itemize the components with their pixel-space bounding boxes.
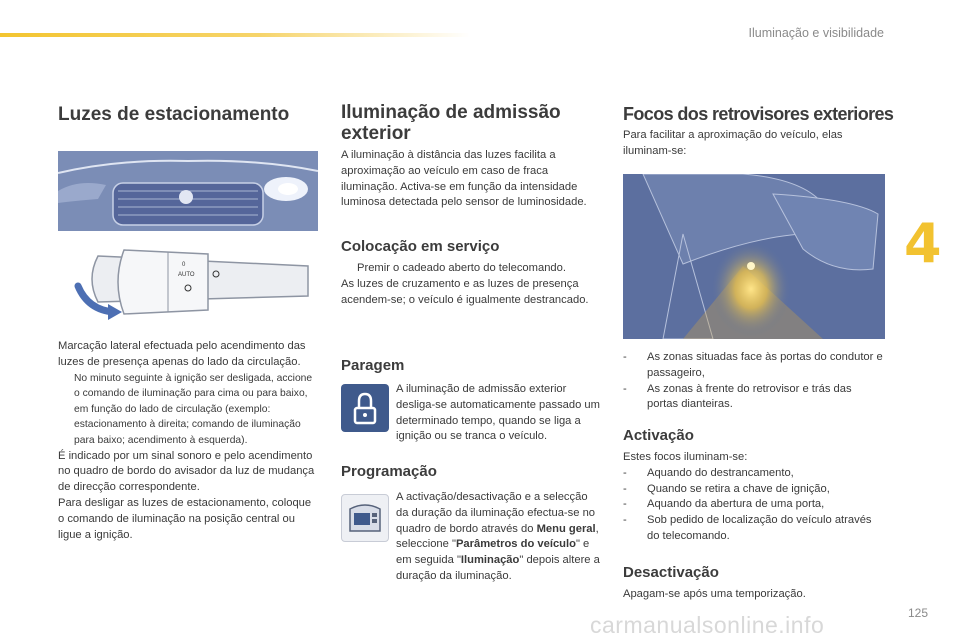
- dash-marker: -: [623, 482, 627, 495]
- list-item: [623, 497, 885, 513]
- stalk-label-off: 0: [182, 262, 186, 268]
- list-item: [623, 350, 885, 382]
- bullet-text: Premir o cadeado aberto do telecomando.: [357, 262, 566, 274]
- car-front-illustration: [58, 151, 318, 231]
- col1-body: [58, 339, 316, 543]
- dash-marker: -: [623, 382, 627, 395]
- bullet-item: [58, 371, 316, 449]
- heading-welcome-lighting: Iluminação de admissão exterior: [341, 102, 561, 144]
- mirror-light-illustration: [623, 174, 885, 339]
- dash-marker: -: [623, 514, 627, 527]
- list-item: [623, 513, 885, 545]
- paragraph: Apagam-se após uma temporização.: [623, 588, 806, 600]
- heading-stop: Paragem: [341, 357, 405, 374]
- list-item-text: Sob pedido de localização do veículo através do telecomando.: [647, 514, 872, 542]
- dashboard-icon: [341, 494, 389, 542]
- col3-zones: [623, 350, 885, 413]
- lighting-stalk-image: [58, 236, 318, 322]
- chapter-number: 4: [904, 212, 942, 275]
- list-item-text: As zonas à frente do retrovisor e trás das portas dianteiras.: [647, 382, 852, 411]
- lock-icon-svg: [341, 384, 389, 432]
- text-run: , seleccione ": [396, 522, 599, 551]
- lock-icon: [341, 384, 389, 432]
- dashboard-icon-svg: [342, 495, 388, 541]
- col2-service: [341, 261, 603, 308]
- col2-stop: [396, 382, 603, 445]
- bullet-marker: [341, 261, 357, 277]
- bullet-marker: [58, 371, 74, 449]
- bullet-item: [341, 261, 603, 277]
- lighting-stalk-illustration: [58, 236, 318, 322]
- bullet-text: No minuto seguinte à ignição ser desligada, accione o comando de iluminação para cima ou para baixo, em função do lado de circulação (exemplo: estacionamento à direita; comando de iluminação para baixo; acendimento à esquerda).: [74, 372, 313, 446]
- text-run: A activação/desactivação e a selecção da duração da iluminação efectua-se no quadro de bordo através do: [396, 491, 596, 535]
- list-item: [623, 466, 885, 482]
- list-item-text: Quando se retira a chave de ignição,: [647, 482, 830, 495]
- heading-mirror-lights: Focos dos retrovisores exteriores: [623, 104, 894, 124]
- col2-intro: [341, 148, 603, 211]
- car-front-image: [58, 151, 318, 231]
- list-item-text: As zonas situadas face às portas do condutor e passageiro,: [647, 351, 883, 379]
- heading-activation-service: Colocação em serviço: [341, 238, 500, 255]
- paragraph: A iluminação de admissão exterior desliga-se automaticamente passado um determinado tempo, quando se liga a ignição ou se tranca o veículo.: [396, 383, 600, 443]
- heading-programming: Programação: [341, 463, 437, 480]
- lighting-label: Iluminação: [460, 554, 520, 567]
- heading-deactivation: Desactivação: [623, 564, 719, 581]
- watermark: carmanualsonline.info: [590, 612, 825, 638]
- text-run: " depois altere a duração da iluminação.: [396, 554, 600, 582]
- col3-intro: [623, 128, 885, 160]
- list-item: [623, 482, 885, 498]
- heading-activation: Activação: [623, 427, 694, 444]
- stalk-label-auto: AUTO: [178, 272, 195, 278]
- mirror-light-image: [623, 174, 885, 339]
- list-item-text: Aquando da abertura de uma porta,: [647, 498, 825, 511]
- paragraph: [396, 490, 603, 585]
- col2-programming: [396, 490, 603, 585]
- vehicle-params-label: Parâmetros do veículo: [455, 538, 576, 551]
- paragraph: É indicado por um sinal sonoro e pelo acendimento no quadro de bordo do avisador da luz de mudança de direcção correspondente.: [58, 449, 315, 494]
- menu-general-label: Menu geral: [536, 522, 596, 535]
- dash-marker: -: [623, 498, 627, 511]
- paragraph: As luzes de cruzamento e as luzes de presença acendem-se; o veículo é igualmente destrancado.: [341, 277, 589, 306]
- dash-marker: -: [623, 466, 627, 479]
- header-accent-bar: [0, 33, 470, 37]
- list-item: [623, 382, 885, 414]
- paragraph: Para desligar as luzes de estacionamento, coloque o comando de iluminação na posição central ou ligue a ignição.: [58, 496, 312, 541]
- col3-activation: [623, 450, 885, 545]
- dash-marker: -: [623, 351, 627, 363]
- text-run: " e em seguida ": [396, 538, 590, 567]
- heading-parking-lights: Luzes de estacionamento: [58, 104, 290, 125]
- paragraph: Estes focos iluminam-se:: [623, 451, 748, 463]
- paragraph: A iluminação à distância das luzes facilita a aproximação ao veículo em caso de fraca iluminação. Activa-se em função da intensidade luminosa detectada pelo sensor de luminosidade.: [341, 149, 587, 209]
- paragraph: Marcação lateral efectuada pelo acendimento das luzes de presença apenas do lado da circulação.: [58, 340, 306, 368]
- col3-deactivation: [623, 587, 885, 603]
- section-title: Iluminação e visibilidade: [748, 26, 884, 40]
- page-number: 125: [908, 606, 929, 620]
- list-item-text: Aquando do destrancamento,: [647, 466, 794, 479]
- paragraph: Para facilitar a aproximação do veículo, elas iluminam-se:: [623, 129, 843, 157]
